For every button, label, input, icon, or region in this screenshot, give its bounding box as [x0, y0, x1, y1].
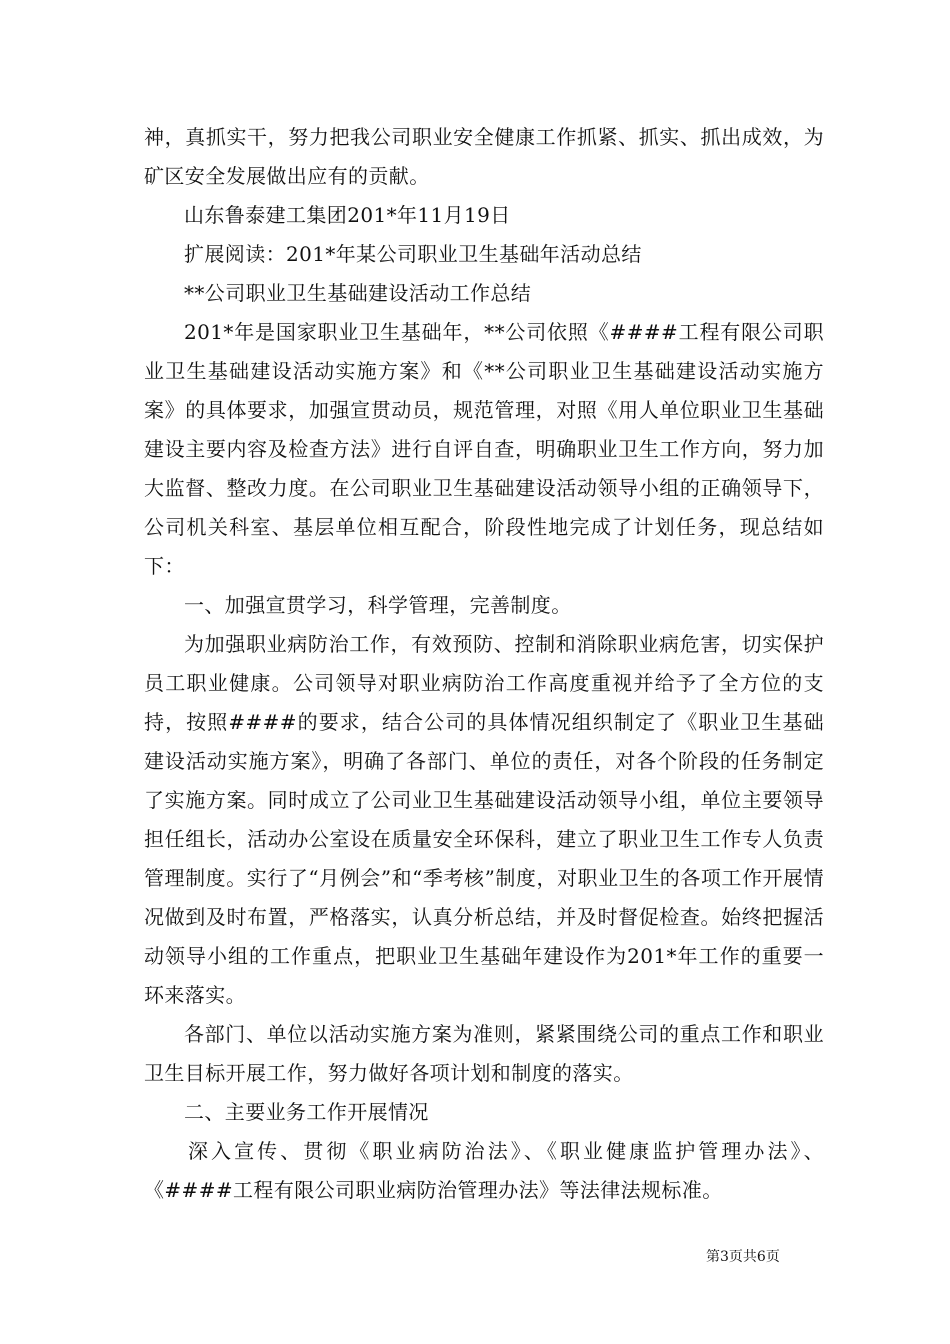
- extended-reading-line: 扩展阅读：201*年某公司职业卫生基础年活动总结: [184, 242, 642, 266]
- paragraph-intro: 201*年是国家职业卫生基础年，**公司依照《####工程有限公司职业卫生基础建设活动实施方案》和《**公司职业卫生基础建设活动实施方案》的具体要求，加强宣贯动员，规范管理，对照《用人单位职业卫生基础建设主要内容及检查方法》进行自评自查，明确职业卫生工作方向，努力加大监督、整改力度。在公司职业卫生基础建设活动领导小组的正确领导下，公司机关科室、基层单位相互配合，阶段性地完成了计划任务，现总结如下：: [144, 320, 824, 578]
- paragraph-section-1: 为加强职业病防治工作，有效预防、控制和消除职业病危害，切实保护员工职业健康。公司领导对职业病防治工作高度重视并给予了全方位的支持，按照####的要求，结合公司的具体情况组织制定了《职业卫生基础建设活动实施方案》，明确了各部门、单位的责任，对各个阶段的任务制定了实施方案。同时成立了公司业卫生基础建设活动领导小组，单位主要领导担任组长，活动办公室设在质量安全环保科，建立了职业卫生工作专人负责管理制度。实行了“月例会”和“季考核”制度，对职业卫生的各项工作开展情况做到及时布置，严格落实，认真分析总结，并及时督促检查。始终把握活动领导小组的工作重点，把职业卫生基础年建设作为201*年工作的重要一环来落实。: [144, 632, 824, 1007]
- paragraph-continuation: 神，真抓实干，努力把我公司职业安全健康工作抓紧、抓实、抓出成效，为矿区安全发展做出应有的贡献。: [144, 125, 824, 188]
- report-title: **公司职业卫生基础建设活动工作总结: [184, 281, 532, 305]
- section-heading-2: 二、主要业务工作开展情况: [184, 1100, 429, 1124]
- section-heading-1: 一、加强宣贯学习，科学管理，完善制度。: [184, 593, 572, 617]
- signature-line: 山东鲁泰建工集团201*年11月19日: [184, 203, 511, 227]
- paragraph-section-2: 深入宣传、贯彻《职业病防治法》、《职业健康监护管理办法》、《####工程有限公司职业病防治管理办法》等法律法规标准。: [144, 1139, 824, 1202]
- document-body: [144, 118, 824, 1210]
- paragraph-departments: 各部门、单位以活动实施方案为准则，紧紧围绕公司的重点工作和职业卫生目标开展工作，努力做好各项计划和制度的落实。: [144, 1022, 824, 1085]
- page-number: 第3页共6页: [706, 1249, 780, 1265]
